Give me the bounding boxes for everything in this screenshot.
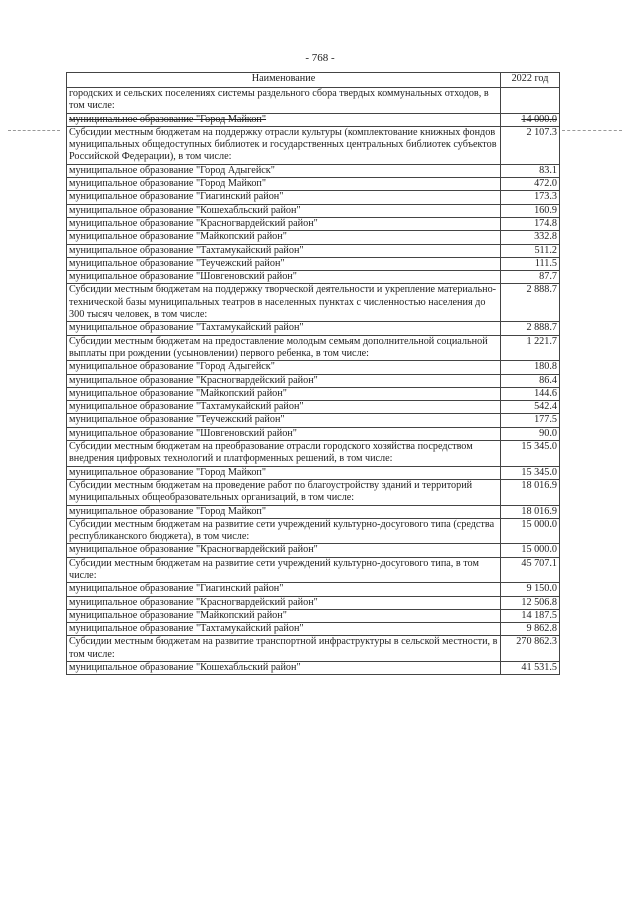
row-value: 177.5: [501, 414, 560, 427]
row-value: 1 221.7: [501, 335, 560, 361]
table-row: [67, 164, 560, 177]
table-row: [67, 178, 560, 191]
row-value: 86.4: [501, 374, 560, 387]
row-name: муниципальное образование "Шовгеновский район": [67, 427, 501, 440]
row-name: муниципальное образование "Город Майкоп": [67, 466, 501, 479]
table-row: [67, 204, 560, 217]
row-name: Субсидии местным бюджетам на поддержку творческой деятельности и укрепление материально-технической базы муниципальных театров в населенных пунктах с численностью населения до 300 тысяч человек, в том числе:: [67, 284, 501, 322]
table-row: [67, 284, 560, 322]
row-name: Субсидии местным бюджетам на проведение работ по благоустройству зданий и территорий муниципальных общеобразовательных организаций, в том числе:: [67, 479, 501, 505]
row-name: Субсидии местным бюджетам на преобразование отрасли городского хозяйства посредством внедрения цифровых технологий и платформенных решений, в том числе:: [67, 441, 501, 467]
row-value: 15 000.0: [501, 544, 560, 557]
row-value: 18 016.9: [501, 479, 560, 505]
row-name: муниципальное образование "Город Адыгейск": [67, 361, 501, 374]
row-value: 41 531.5: [501, 662, 560, 675]
row-value: 9 862.8: [501, 623, 560, 636]
row-value: 2 888.7: [501, 284, 560, 322]
table-row: [67, 583, 560, 596]
table-row: [67, 217, 560, 230]
row-name: муниципальное образование "Красногвардейский район": [67, 544, 501, 557]
row-name: Субсидии местным бюджетам на развитие сети учреждений культурно-досугового типа, в том числе:: [67, 557, 501, 583]
table-row: [67, 231, 560, 244]
budget-table: [66, 72, 560, 675]
row-value: 15 345.0: [501, 466, 560, 479]
row-name: муниципальное образование "Теучежский район": [67, 257, 501, 270]
table-row: [67, 466, 560, 479]
table-row: [67, 271, 560, 284]
table-row: [67, 335, 560, 361]
table-row: [67, 596, 560, 609]
table-row: [67, 374, 560, 387]
table-row: [67, 401, 560, 414]
row-value: 15 000.0: [501, 518, 560, 544]
row-name: муниципальное образование "Шовгеновский район": [67, 271, 501, 284]
header-year: 2022 год: [501, 73, 560, 88]
row-name: Субсидии местным бюджетам на развитие сети учреждений культурно-досугового типа (средства республиканского бюджета), в том числе:: [67, 518, 501, 544]
table-body: [67, 88, 560, 675]
table-row: [67, 414, 560, 427]
row-value: 2 107.3: [501, 126, 560, 164]
margin-dash-left: [8, 130, 60, 131]
row-value: 270 862.3: [501, 636, 560, 662]
row-value: 45 707.1: [501, 557, 560, 583]
row-value: [501, 88, 560, 114]
row-value: 111.5: [501, 257, 560, 270]
table-row: [67, 427, 560, 440]
row-value: 14 000.0: [501, 113, 560, 126]
row-value: 90.0: [501, 427, 560, 440]
row-value: 542.4: [501, 401, 560, 414]
row-value: 144.6: [501, 387, 560, 400]
row-name: муниципальное образование "Красногвардейский район": [67, 596, 501, 609]
header-name: Наименование: [67, 73, 501, 88]
row-name: муниципальное образование "Кошехабльский район": [67, 204, 501, 217]
page-number: - 768 -: [305, 52, 335, 64]
table-header-row: [67, 73, 560, 88]
row-name: муниципальное образование "Майкопский район": [67, 609, 501, 622]
table-row: [67, 387, 560, 400]
table-row: [67, 257, 560, 270]
row-name: Субсидии местным бюджетам на предоставление молодым семьям дополнительной социальной выплаты при рождении (усыновлении) первого ребенка, в том числе:: [67, 335, 501, 361]
table-row: [67, 636, 560, 662]
table-row: [67, 623, 560, 636]
row-value: 332.8: [501, 231, 560, 244]
table-row: [67, 505, 560, 518]
row-name: муниципальное образование "Красногвардейский район": [67, 374, 501, 387]
row-name: муниципальное образование "Тахтамукайский район": [67, 401, 501, 414]
row-name: муниципальное образование "Город Адыгейск": [67, 164, 501, 177]
table-row: [67, 113, 560, 126]
row-value: 180.8: [501, 361, 560, 374]
row-name: муниципальное образование "Гиагинский район": [67, 583, 501, 596]
row-name: Субсидии местным бюджетам на развитие транспортной инфраструктуры в сельской местности, в том числе:: [67, 636, 501, 662]
table-row: [67, 126, 560, 164]
row-value: 18 016.9: [501, 505, 560, 518]
row-name: муниципальное образование "Майкопский район": [67, 387, 501, 400]
table-row: [67, 557, 560, 583]
row-value: 12 506.8: [501, 596, 560, 609]
table-row: [67, 662, 560, 675]
row-value: 472.0: [501, 178, 560, 191]
row-value: 160.9: [501, 204, 560, 217]
row-name: муниципальное образование "Майкопский район": [67, 231, 501, 244]
row-value: 83.1: [501, 164, 560, 177]
row-value: 2 888.7: [501, 322, 560, 335]
row-value: 9 150.0: [501, 583, 560, 596]
row-name: муниципальное образование "Тахтамукайский район": [67, 244, 501, 257]
row-name: муниципальное образование "Тахтамукайский район": [67, 623, 501, 636]
row-value: 87.7: [501, 271, 560, 284]
row-name: муниципальное образование "Гиагинский район": [67, 191, 501, 204]
table-row: [67, 244, 560, 257]
table-row: [67, 518, 560, 544]
row-name: муниципальное образование "Красногвардейский район": [67, 217, 501, 230]
table-row: [67, 191, 560, 204]
row-name: муниципальное образование "Теучежский район": [67, 414, 501, 427]
row-name: городских и сельских поселениях системы раздельного сбора твердых коммунальных отходов, в том числе:: [67, 88, 501, 114]
row-name: муниципальное образование "Город Майкоп": [67, 113, 501, 126]
table-row: [67, 361, 560, 374]
row-value: 15 345.0: [501, 441, 560, 467]
table-row: [67, 322, 560, 335]
row-name: муниципальное образование "Тахтамукайский район": [67, 322, 501, 335]
margin-dash-right: [562, 130, 622, 131]
row-value: 173.3: [501, 191, 560, 204]
row-name: Субсидии местным бюджетам на поддержку отрасли культуры (комплектование книжных фондов муниципальных общедоступных библиотек и государственных центральных библиотек субъектов Российской Федерации), в том числе:: [67, 126, 501, 164]
row-name: муниципальное образование "Город Майкоп": [67, 178, 501, 191]
row-name: муниципальное образование "Кошехабльский район": [67, 662, 501, 675]
row-name: муниципальное образование "Город Майкоп": [67, 505, 501, 518]
row-value: 511.2: [501, 244, 560, 257]
table-row: [67, 441, 560, 467]
table-row: [67, 88, 560, 114]
row-value: 14 187.5: [501, 609, 560, 622]
table-row: [67, 609, 560, 622]
row-value: 174.8: [501, 217, 560, 230]
table-row: [67, 479, 560, 505]
table-row: [67, 544, 560, 557]
